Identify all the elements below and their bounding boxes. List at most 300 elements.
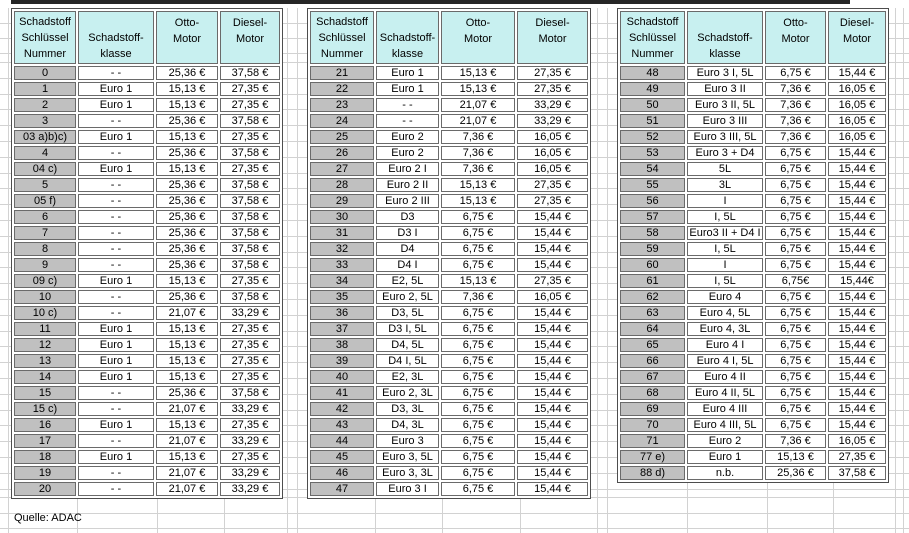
top-border-line (11, 0, 850, 4)
otto-price-cell: 7,36 € (765, 98, 826, 112)
class-cell: Euro 1 (687, 450, 763, 464)
class-cell: Euro 3 III (687, 114, 763, 128)
class-cell: Euro 2 III (376, 194, 439, 208)
otto-price-cell: 6,75 € (765, 210, 826, 224)
diesel-price-cell: 37,58 € (220, 178, 280, 192)
class-cell: Euro 3 I, 5L (687, 66, 763, 80)
otto-price-cell: 7,36 € (765, 82, 826, 96)
diesel-price-cell: 15,44 € (828, 290, 886, 304)
otto-price-cell: 7,36 € (765, 434, 826, 448)
table-row (310, 226, 588, 240)
key-cell: 9 (14, 258, 76, 272)
otto-price-cell: 15,13 € (441, 274, 515, 288)
class-cell: - - (78, 66, 154, 80)
key-cell: 70 (620, 418, 685, 432)
table-row (620, 146, 886, 160)
class-cell: D4, 3L (376, 418, 439, 432)
fee-table-group-1 (11, 8, 283, 499)
table-row (310, 66, 588, 80)
diesel-price-cell: 16,05 € (517, 162, 588, 176)
key-cell: 32 (310, 242, 374, 256)
diesel-price-cell: 15,44 € (828, 322, 886, 336)
table-row (620, 194, 886, 208)
key-cell: 48 (620, 66, 685, 80)
diesel-engine-header: Diesel- Motor (517, 11, 588, 64)
class-cell: Euro 4 II, 5L (687, 386, 763, 400)
table-row (620, 322, 886, 336)
key-cell: 16 (14, 418, 76, 432)
otto-price-cell: 6,75 € (765, 226, 826, 240)
diesel-price-cell: 33,29 € (220, 434, 280, 448)
table-row (14, 66, 280, 80)
diesel-price-cell: 37,58 € (828, 466, 886, 480)
class-cell: - - (78, 242, 154, 256)
class-cell: Euro 4 (687, 290, 763, 304)
diesel-price-cell: 37,58 € (220, 194, 280, 208)
table-row (620, 290, 886, 304)
table-row (620, 114, 886, 128)
otto-price-cell: 7,36 € (765, 114, 826, 128)
key-cell: 65 (620, 338, 685, 352)
key-cell: 15 (14, 386, 76, 400)
key-cell: 69 (620, 402, 685, 416)
otto-price-cell: 25,36 € (156, 226, 218, 240)
class-cell: Euro 3 II, 5L (687, 98, 763, 112)
class-cell: Euro 1 (78, 98, 154, 112)
table-row (14, 466, 280, 480)
otto-price-cell: 21,07 € (156, 306, 218, 320)
table-row (310, 258, 588, 272)
otto-price-cell: 6,75 € (765, 66, 826, 80)
diesel-price-cell: 15,44 € (828, 194, 886, 208)
key-cell: 6 (14, 210, 76, 224)
key-cell: 43 (310, 418, 374, 432)
class-cell: Euro 3 + D4 (687, 146, 763, 160)
table-row (620, 450, 886, 464)
diesel-price-cell: 27,35 € (220, 274, 280, 288)
key-cell: 1 (14, 82, 76, 96)
table-row (310, 402, 588, 416)
table-row (14, 210, 280, 224)
key-cell: 23 (310, 98, 374, 112)
table-row (310, 322, 588, 336)
class-cell: E2, 5L (376, 274, 439, 288)
class-cell: E2, 3L (376, 370, 439, 384)
otto-price-cell: 6,75 € (441, 466, 515, 480)
otto-price-cell: 6,75 € (765, 370, 826, 384)
key-cell: 2 (14, 98, 76, 112)
key-cell: 3 (14, 114, 76, 128)
class-cell: Euro 3, 3L (376, 466, 439, 480)
otto-price-cell: 6,75 € (765, 162, 826, 176)
otto-price-cell: 25,36 € (765, 466, 826, 480)
diesel-price-cell: 37,58 € (220, 242, 280, 256)
class-cell: - - (78, 210, 154, 224)
otto-engine-header: Otto- Motor (441, 11, 515, 64)
table-row (310, 450, 588, 464)
table-row (310, 482, 588, 496)
key-cell: 24 (310, 114, 374, 128)
table-row (620, 402, 886, 416)
class-cell: Euro 2, 3L (376, 386, 439, 400)
emission-class-header: Schadstoff- klasse (376, 11, 439, 64)
otto-price-cell: 15,13 € (156, 370, 218, 384)
diesel-price-cell: 37,58 € (220, 66, 280, 80)
header-row (14, 11, 280, 64)
class-cell: Euro 1 (78, 274, 154, 288)
table-row (14, 178, 280, 192)
diesel-price-cell: 27,35 € (220, 322, 280, 336)
otto-price-cell: 25,36 € (156, 258, 218, 272)
otto-price-cell: 21,07 € (441, 114, 515, 128)
diesel-price-cell: 27,35 € (517, 274, 588, 288)
table-row (310, 466, 588, 480)
key-cell: 63 (620, 306, 685, 320)
otto-price-cell: 15,13 € (156, 322, 218, 336)
diesel-price-cell: 15,44 € (517, 418, 588, 432)
key-cell: 36 (310, 306, 374, 320)
class-cell: - - (78, 290, 154, 304)
diesel-price-cell: 27,35 € (220, 450, 280, 464)
otto-price-cell: 6,75 € (441, 434, 515, 448)
class-cell: 3L (687, 178, 763, 192)
key-cell: 45 (310, 450, 374, 464)
key-cell: 56 (620, 194, 685, 208)
table-row (310, 210, 588, 224)
class-cell: - - (78, 258, 154, 272)
diesel-price-cell: 37,58 € (220, 290, 280, 304)
otto-price-cell: 25,36 € (156, 194, 218, 208)
diesel-price-cell: 27,35 € (517, 66, 588, 80)
diesel-price-cell: 15,44 € (517, 482, 588, 496)
otto-price-cell: 15,13 € (156, 130, 218, 144)
key-cell: 66 (620, 354, 685, 368)
table-row (310, 386, 588, 400)
otto-price-cell: 15,13 € (156, 274, 218, 288)
table-row (310, 82, 588, 96)
otto-price-cell: 25,36 € (156, 66, 218, 80)
diesel-price-cell: 16,05 € (517, 290, 588, 304)
class-cell: n.b. (687, 466, 763, 480)
emission-class-header: Schadstoff- klasse (687, 11, 763, 64)
diesel-price-cell: 15,44 € (517, 434, 588, 448)
diesel-price-cell: 15,44 € (517, 338, 588, 352)
table-row (14, 290, 280, 304)
key-cell: 15 c) (14, 402, 76, 416)
otto-price-cell: 21,07 € (156, 482, 218, 496)
otto-engine-header: Otto- Motor (765, 11, 826, 64)
otto-price-cell: 6,75 € (441, 450, 515, 464)
table-row (14, 402, 280, 416)
diesel-price-cell: 15,44 € (828, 370, 886, 384)
otto-price-cell: 15,13 € (441, 194, 515, 208)
diesel-price-cell: 27,35 € (220, 370, 280, 384)
otto-price-cell: 6,75 € (441, 338, 515, 352)
key-cell: 03 a)b)c) (14, 130, 76, 144)
diesel-price-cell: 27,35 € (828, 450, 886, 464)
class-cell: - - (376, 98, 439, 112)
diesel-price-cell: 15,44 € (828, 354, 886, 368)
otto-price-cell: 25,36 € (156, 242, 218, 256)
otto-price-cell: 21,07 € (156, 466, 218, 480)
diesel-price-cell: 15,44 € (517, 354, 588, 368)
diesel-price-cell: 15,44 € (517, 386, 588, 400)
diesel-engine-header: Diesel- Motor (828, 11, 886, 64)
otto-price-cell: 15,13 € (156, 162, 218, 176)
table-row (620, 466, 886, 480)
class-cell: I, 5L (687, 274, 763, 288)
class-cell: I, 5L (687, 210, 763, 224)
key-cell: 38 (310, 338, 374, 352)
otto-price-cell: 15,13 € (156, 450, 218, 464)
key-cell: 27 (310, 162, 374, 176)
table-row (620, 258, 886, 272)
source-note: Quelle: ADAC (14, 512, 82, 524)
otto-price-cell: 25,36 € (156, 146, 218, 160)
key-cell: 41 (310, 386, 374, 400)
diesel-price-cell: 16,05 € (517, 130, 588, 144)
otto-price-cell: 6,75 € (765, 146, 826, 160)
key-cell: 33 (310, 258, 374, 272)
otto-price-cell: 15,13 € (156, 418, 218, 432)
key-cell: 30 (310, 210, 374, 224)
table-row (620, 434, 886, 448)
table-row (14, 242, 280, 256)
diesel-price-cell: 15,44 € (828, 226, 886, 240)
otto-price-cell: 25,36 € (156, 386, 218, 400)
otto-price-cell: 6,75 € (441, 306, 515, 320)
key-cell: 67 (620, 370, 685, 384)
table-row (14, 482, 280, 496)
header-row (310, 11, 588, 64)
diesel-price-cell: 33,29 € (220, 466, 280, 480)
diesel-price-cell: 15,44 € (517, 466, 588, 480)
class-cell: Euro 1 (78, 82, 154, 96)
diesel-price-cell: 27,35 € (220, 338, 280, 352)
table-row (620, 66, 886, 80)
key-cell: 39 (310, 354, 374, 368)
diesel-engine-header: Diesel- Motor (220, 11, 280, 64)
diesel-price-cell: 16,05 € (828, 82, 886, 96)
class-cell: - - (78, 194, 154, 208)
class-cell: Euro 4, 5L (687, 306, 763, 320)
table-row (14, 226, 280, 240)
otto-price-cell: 21,07 € (156, 402, 218, 416)
class-cell: - - (78, 482, 154, 496)
otto-price-cell: 6,75 € (441, 322, 515, 336)
table-row (14, 146, 280, 160)
key-cell: 17 (14, 434, 76, 448)
key-cell: 14 (14, 370, 76, 384)
key-cell: 28 (310, 178, 374, 192)
key-number-header: Schadstoff Schlüssel Nummer (310, 11, 374, 64)
table-row (620, 178, 886, 192)
class-cell: - - (78, 178, 154, 192)
diesel-price-cell: 15,44 € (517, 210, 588, 224)
otto-price-cell: 6,75 € (765, 258, 826, 272)
diesel-price-cell: 15,44 € (517, 242, 588, 256)
class-cell: Euro 4 I, 5L (687, 354, 763, 368)
class-cell: - - (78, 226, 154, 240)
diesel-price-cell: 15,44 € (828, 162, 886, 176)
class-cell: D3 I, 5L (376, 322, 439, 336)
table-row (310, 290, 588, 304)
key-cell: 50 (620, 98, 685, 112)
key-cell: 7 (14, 226, 76, 240)
diesel-price-cell: 15,44 € (828, 418, 886, 432)
otto-price-cell: 7,36 € (765, 130, 826, 144)
key-cell: 52 (620, 130, 685, 144)
fee-table-group-3 (617, 8, 889, 483)
diesel-price-cell: 16,05 € (828, 434, 886, 448)
table-row (310, 370, 588, 384)
otto-price-cell: 6,75 € (765, 418, 826, 432)
class-cell: Euro 4 III (687, 402, 763, 416)
class-cell: D4 I, 5L (376, 354, 439, 368)
otto-price-cell: 6,75 € (765, 386, 826, 400)
fee-table-group-2 (307, 8, 591, 499)
class-cell: - - (78, 434, 154, 448)
key-cell: 55 (620, 178, 685, 192)
class-cell: D4 I (376, 258, 439, 272)
otto-price-cell: 15,13 € (441, 66, 515, 80)
table-row (310, 306, 588, 320)
key-cell: 51 (620, 114, 685, 128)
key-cell: 31 (310, 226, 374, 240)
key-cell: 64 (620, 322, 685, 336)
key-cell: 8 (14, 242, 76, 256)
key-number-header: Schadstoff Schlüssel Nummer (14, 11, 76, 64)
otto-price-cell: 15,13 € (765, 450, 826, 464)
table-row (14, 162, 280, 176)
class-cell: D3, 3L (376, 402, 439, 416)
table-row (310, 98, 588, 112)
class-cell: Euro 3 III, 5L (687, 130, 763, 144)
class-cell: - - (78, 466, 154, 480)
class-cell: D4, 5L (376, 338, 439, 352)
key-cell: 35 (310, 290, 374, 304)
key-number-header: Schadstoff Schlüssel Nummer (620, 11, 685, 64)
key-cell: 5 (14, 178, 76, 192)
diesel-price-cell: 27,35 € (220, 162, 280, 176)
table-row (14, 322, 280, 336)
otto-price-cell: 6,75 € (765, 178, 826, 192)
class-cell: Euro 2 I (376, 162, 439, 176)
header-row (620, 11, 886, 64)
otto-price-cell: 6,75 € (441, 482, 515, 496)
key-cell: 18 (14, 450, 76, 464)
key-cell: 57 (620, 210, 685, 224)
table-row (14, 82, 280, 96)
class-cell: Euro 2 (376, 130, 439, 144)
key-cell: 54 (620, 162, 685, 176)
otto-price-cell: 15,13 € (156, 98, 218, 112)
class-cell: Euro 3 I (376, 482, 439, 496)
key-cell: 61 (620, 274, 685, 288)
otto-price-cell: 6,75 € (441, 386, 515, 400)
class-cell: D3 (376, 210, 439, 224)
key-cell: 09 c) (14, 274, 76, 288)
diesel-price-cell: 16,05 € (828, 130, 886, 144)
table-row (310, 162, 588, 176)
otto-price-cell: 7,36 € (441, 146, 515, 160)
table-row (14, 418, 280, 432)
key-cell: 04 c) (14, 162, 76, 176)
table-row (310, 274, 588, 288)
otto-price-cell: 7,36 € (441, 290, 515, 304)
otto-price-cell: 25,36 € (156, 210, 218, 224)
otto-price-cell: 25,36 € (156, 290, 218, 304)
table-row (620, 370, 886, 384)
diesel-price-cell: 15,44 € (828, 338, 886, 352)
class-cell: I (687, 194, 763, 208)
otto-price-cell: 21,07 € (441, 98, 515, 112)
diesel-price-cell: 27,35 € (220, 98, 280, 112)
diesel-price-cell: 37,58 € (220, 226, 280, 240)
key-cell: 88 d) (620, 466, 685, 480)
table-row (14, 450, 280, 464)
table-row (14, 386, 280, 400)
otto-price-cell: 6,75 € (441, 402, 515, 416)
table-row (14, 258, 280, 272)
diesel-price-cell: 27,35 € (220, 354, 280, 368)
table-row (620, 306, 886, 320)
key-cell: 34 (310, 274, 374, 288)
diesel-price-cell: 15,44 € (828, 402, 886, 416)
otto-price-cell: 6,75 € (441, 226, 515, 240)
key-cell: 05 f) (14, 194, 76, 208)
table-row (14, 306, 280, 320)
table-row (310, 354, 588, 368)
key-cell: 12 (14, 338, 76, 352)
otto-price-cell: 15,13 € (156, 82, 218, 96)
class-cell: Euro 4 II (687, 370, 763, 384)
otto-engine-header: Otto- Motor (156, 11, 218, 64)
diesel-price-cell: 27,35 € (220, 418, 280, 432)
table-row (620, 418, 886, 432)
class-cell: I (687, 258, 763, 272)
table-row (310, 146, 588, 160)
key-cell: 58 (620, 226, 685, 240)
otto-price-cell: 15,13 € (441, 82, 515, 96)
table-row (310, 130, 588, 144)
key-cell: 68 (620, 386, 685, 400)
otto-price-cell: 15,13 € (156, 338, 218, 352)
key-cell: 37 (310, 322, 374, 336)
class-cell: Euro 1 (78, 338, 154, 352)
key-cell: 19 (14, 466, 76, 480)
otto-price-cell: 15,13 € (441, 178, 515, 192)
class-cell: - - (78, 114, 154, 128)
diesel-price-cell: 37,58 € (220, 114, 280, 128)
otto-price-cell: 6,75 € (765, 290, 826, 304)
diesel-price-cell: 15,44 € (828, 306, 886, 320)
diesel-price-cell: 16,05 € (517, 146, 588, 160)
table-row (310, 194, 588, 208)
class-cell: Euro 1 (78, 162, 154, 176)
otto-price-cell: 25,36 € (156, 178, 218, 192)
otto-price-cell: 6,75 € (441, 210, 515, 224)
otto-price-cell: 6,75 € (765, 194, 826, 208)
table-row (14, 274, 280, 288)
diesel-price-cell: 33,29 € (220, 402, 280, 416)
key-cell: 21 (310, 66, 374, 80)
class-cell: - - (376, 114, 439, 128)
diesel-price-cell: 15,44 € (517, 370, 588, 384)
diesel-price-cell: 15,44 € (517, 450, 588, 464)
table-row (310, 242, 588, 256)
key-cell: 11 (14, 322, 76, 336)
